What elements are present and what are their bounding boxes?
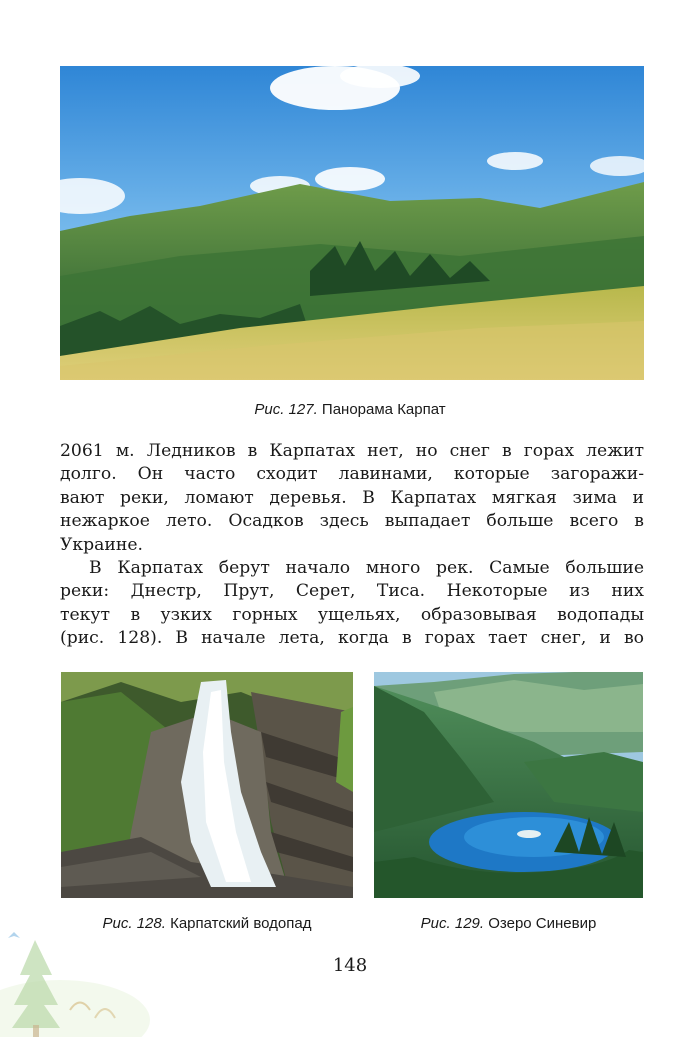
figure-number: Рис. 129. xyxy=(420,915,485,932)
text-line: долго. Он часто сходит лавинами, которые загоражи- xyxy=(60,464,644,485)
text-line: вают реки, ломают деревья. В Карпатах мягкая зима и xyxy=(60,487,644,508)
text-line: В Карпатах берут начало много рек. Самые большие xyxy=(89,557,644,578)
figure-caption xyxy=(374,915,643,932)
text-line: Украине. xyxy=(60,534,143,555)
figure-caption xyxy=(0,401,700,418)
page-number: 148 xyxy=(332,955,368,976)
lake-photo xyxy=(374,672,643,898)
text-line: (рис. 128). В начале лета, когда в горах тает снег, и во xyxy=(60,628,644,649)
figure-number: Рис. 127. xyxy=(254,401,318,418)
figure-title: Карпатский водопад xyxy=(165,915,312,932)
figure-title: Озеро Синевир xyxy=(484,915,597,932)
figure-number: Рис. 128. xyxy=(102,915,166,932)
body-text xyxy=(60,440,644,651)
tree-decoration-icon xyxy=(0,900,170,1037)
text-line: реки: Днестр, Прут, Серет, Тиса. Некоторые из них xyxy=(60,581,644,602)
text-line: текут в узких горных ущельях, образовывая водопады xyxy=(60,604,644,625)
mountain-landscape-photo xyxy=(60,66,644,380)
figure-title: Панорама Карпат xyxy=(317,401,446,418)
waterfall-photo xyxy=(61,672,353,898)
text-line: 2061 м. Ледников в Карпатах нет, но снег в горах лежит xyxy=(60,441,644,461)
text-line: нежаркое лето. Осадков здесь выпадает больше всего в xyxy=(60,511,644,532)
